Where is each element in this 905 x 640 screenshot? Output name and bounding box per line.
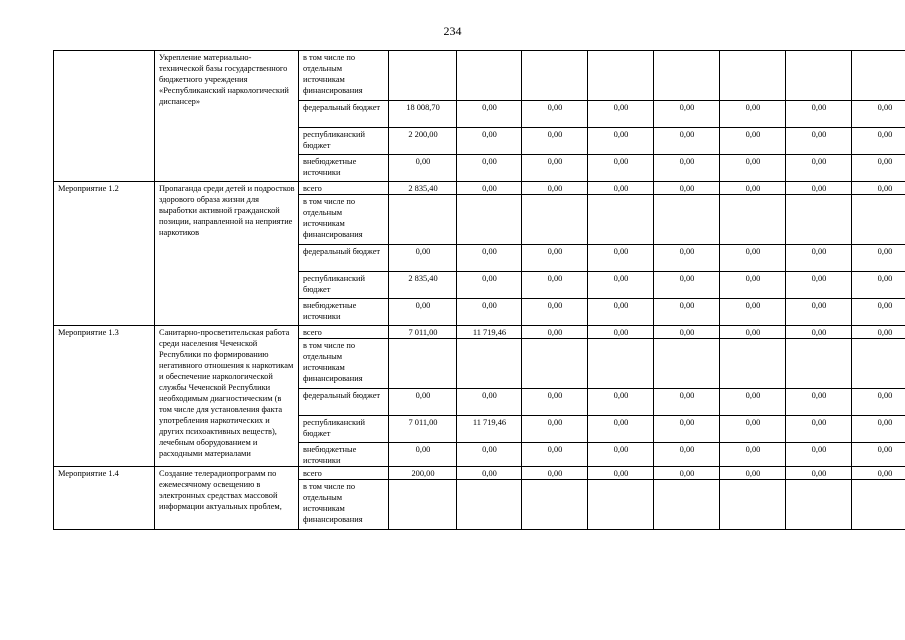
amount-cell: 0,00 (457, 128, 522, 155)
amount-cell: 0,00 (786, 299, 852, 326)
amount-cell: 0,00 (786, 182, 852, 195)
amount-cell (720, 195, 786, 245)
amount-cell: 7 011,00 (389, 326, 457, 339)
amount-cell (389, 480, 457, 530)
amount-cell (389, 51, 457, 101)
amount-cell (852, 51, 905, 101)
amount-cell: 0,00 (852, 416, 905, 443)
table-row (54, 51, 905, 101)
amount-cell: 0,00 (588, 326, 654, 339)
amount-cell: 0,00 (457, 245, 522, 272)
amount-cell: 0,00 (720, 299, 786, 326)
amount-cell: 0,00 (720, 416, 786, 443)
amount-cell: 0,00 (457, 155, 522, 182)
amount-cell: 0,00 (654, 101, 720, 128)
amount-cell: 2 200,00 (389, 128, 457, 155)
funding-source-cell: в том числе по отдельным источникам финансирования (299, 51, 389, 101)
amount-cell: 0,00 (588, 155, 654, 182)
amount-cell: 0,00 (588, 467, 654, 480)
amount-cell: 0,00 (588, 128, 654, 155)
amount-cell: 0,00 (786, 443, 852, 467)
amount-cell (588, 195, 654, 245)
amount-cell: 0,00 (588, 182, 654, 195)
amount-cell: 0,00 (852, 389, 905, 416)
amount-cell: 0,00 (786, 101, 852, 128)
amount-cell (588, 339, 654, 389)
budget-table (53, 50, 905, 530)
funding-source-cell: федеральный бюджет (299, 245, 389, 272)
amount-cell: 0,00 (654, 389, 720, 416)
amount-cell (457, 195, 522, 245)
amount-cell (588, 51, 654, 101)
amount-cell: 0,00 (786, 155, 852, 182)
amount-cell (457, 51, 522, 101)
amount-cell: 0,00 (786, 128, 852, 155)
amount-cell (522, 51, 588, 101)
amount-cell: 0,00 (457, 101, 522, 128)
amount-cell (654, 195, 720, 245)
amount-cell: 0,00 (457, 272, 522, 299)
funding-source-cell: республиканский бюджет (299, 128, 389, 155)
amount-cell (852, 480, 905, 530)
amount-cell: 0,00 (654, 416, 720, 443)
amount-cell: 0,00 (720, 155, 786, 182)
amount-cell: 0,00 (588, 416, 654, 443)
amount-cell (522, 195, 588, 245)
amount-cell (654, 339, 720, 389)
amount-cell: 0,00 (852, 182, 905, 195)
amount-cell: 0,00 (522, 245, 588, 272)
amount-cell: 0,00 (588, 389, 654, 416)
amount-cell (457, 339, 522, 389)
amount-cell: 0,00 (654, 182, 720, 195)
amount-cell: 0,00 (457, 467, 522, 480)
activity-cell (54, 51, 155, 182)
amount-cell: 0,00 (522, 101, 588, 128)
amount-cell: 0,00 (654, 128, 720, 155)
amount-cell: 0,00 (457, 182, 522, 195)
amount-cell: 11 719,46 (457, 326, 522, 339)
funding-source-cell: в том числе по отдельным источникам финансирования (299, 480, 389, 530)
amount-cell: 0,00 (720, 389, 786, 416)
amount-cell: 0,00 (654, 245, 720, 272)
amount-cell: 0,00 (720, 272, 786, 299)
amount-cell: 0,00 (654, 443, 720, 467)
description-cell: Санитарно-просветительская работа среди населения Чеченской Республики по формированию негативного отношения к наркотикам и обеспечение наркологической службы Чеченской Республики необходимым диагностическим (в том числе для установления факта употребления наркотических и других психоактивных веществ), лечебным оборудованием и расходными материалами (155, 326, 299, 467)
amount-cell: 0,00 (588, 245, 654, 272)
description-cell: Укрепление материально-технической базы государственного бюджетного учреждения «Республиканский наркологический диспансер» (155, 51, 299, 182)
funding-source-cell: в том числе по отдельным источникам финансирования (299, 339, 389, 389)
amount-cell: 0,00 (522, 326, 588, 339)
amount-cell: 0,00 (852, 443, 905, 467)
amount-cell: 0,00 (654, 272, 720, 299)
page-number: 234 (443, 24, 462, 38)
amount-cell: 0,00 (852, 299, 905, 326)
amount-cell: 0,00 (852, 101, 905, 128)
amount-cell: 0,00 (457, 443, 522, 467)
amount-cell: 0,00 (389, 155, 457, 182)
amount-cell: 0,00 (654, 326, 720, 339)
amount-cell: 0,00 (522, 467, 588, 480)
amount-cell: 2 835,40 (389, 182, 457, 195)
amount-cell (852, 339, 905, 389)
amount-cell: 7 011,00 (389, 416, 457, 443)
amount-cell: 0,00 (786, 416, 852, 443)
amount-cell: 0,00 (522, 155, 588, 182)
table-row (54, 467, 905, 480)
amount-cell: 0,00 (522, 389, 588, 416)
amount-cell: 18 008,70 (389, 101, 457, 128)
amount-cell (588, 480, 654, 530)
amount-cell: 0,00 (720, 101, 786, 128)
amount-cell: 0,00 (720, 326, 786, 339)
amount-cell: 0,00 (654, 299, 720, 326)
funding-source-cell: республиканский бюджет (299, 416, 389, 443)
amount-cell: 0,00 (852, 128, 905, 155)
amount-cell (457, 480, 522, 530)
amount-cell (522, 339, 588, 389)
table-row (54, 182, 905, 195)
amount-cell: 0,00 (852, 272, 905, 299)
amount-cell: 0,00 (522, 443, 588, 467)
amount-cell (786, 51, 852, 101)
amount-cell: 0,00 (786, 389, 852, 416)
amount-cell: 200,00 (389, 467, 457, 480)
amount-cell: 0,00 (852, 245, 905, 272)
amount-cell: 0,00 (522, 182, 588, 195)
amount-cell: 0,00 (720, 467, 786, 480)
amount-cell: 0,00 (588, 101, 654, 128)
amount-cell: 0,00 (720, 443, 786, 467)
amount-cell: 0,00 (389, 443, 457, 467)
amount-cell (786, 195, 852, 245)
amount-cell: 0,00 (786, 326, 852, 339)
amount-cell: 0,00 (389, 299, 457, 326)
amount-cell (786, 339, 852, 389)
amount-cell: 0,00 (389, 389, 457, 416)
amount-cell: 0,00 (522, 272, 588, 299)
funding-source-cell: внебюджетные источники (299, 299, 389, 326)
amount-cell (389, 339, 457, 389)
amount-cell (852, 195, 905, 245)
amount-cell: 0,00 (852, 467, 905, 480)
amount-cell: 0,00 (720, 182, 786, 195)
description-cell: Создание телерадиопрограмм по ежемесячному освещению в электронных средствах массовой информации актуальных проблем, (155, 467, 299, 530)
funding-source-cell: федеральный бюджет (299, 101, 389, 128)
amount-cell (720, 480, 786, 530)
funding-source-cell: республиканский бюджет (299, 272, 389, 299)
amount-cell: 0,00 (720, 245, 786, 272)
amount-cell (720, 51, 786, 101)
amount-cell: 0,00 (654, 155, 720, 182)
amount-cell (389, 195, 457, 245)
funding-source-cell: всего (299, 467, 389, 480)
amount-cell: 0,00 (786, 245, 852, 272)
amount-cell: 0,00 (852, 326, 905, 339)
amount-cell: 0,00 (588, 443, 654, 467)
table-row (54, 326, 905, 339)
amount-cell: 0,00 (588, 272, 654, 299)
amount-cell: 0,00 (852, 155, 905, 182)
amount-cell: 0,00 (786, 272, 852, 299)
amount-cell: 0,00 (654, 467, 720, 480)
activity-cell: Мероприятие 1.3 (54, 326, 155, 467)
funding-source-cell: внебюджетные источники (299, 155, 389, 182)
description-cell: Пропаганда среди детей и подростков здорового образа жизни для выработки активной гражданской позиции, направленной на неприятие наркотиков (155, 182, 299, 326)
funding-source-cell: федеральный бюджет (299, 389, 389, 416)
amount-cell: 0,00 (522, 128, 588, 155)
funding-source-cell: всего (299, 182, 389, 195)
amount-cell: 0,00 (457, 389, 522, 416)
amount-cell: 0,00 (522, 299, 588, 326)
amount-cell (522, 480, 588, 530)
amount-cell: 0,00 (389, 245, 457, 272)
amount-cell (786, 480, 852, 530)
amount-cell: 0,00 (457, 299, 522, 326)
funding-source-cell: в том числе по отдельным источникам финансирования (299, 195, 389, 245)
activity-cell: Мероприятие 1.2 (54, 182, 155, 326)
amount-cell: 11 719,46 (457, 416, 522, 443)
funding-source-cell: всего (299, 326, 389, 339)
activity-cell: Мероприятие 1.4 (54, 467, 155, 530)
amount-cell (654, 480, 720, 530)
amount-cell: 0,00 (786, 467, 852, 480)
amount-cell: 0,00 (522, 416, 588, 443)
amount-cell: 0,00 (720, 128, 786, 155)
funding-source-cell: внебюджетные источники (299, 443, 389, 467)
amount-cell: 0,00 (588, 299, 654, 326)
amount-cell: 2 835,40 (389, 272, 457, 299)
amount-cell (720, 339, 786, 389)
amount-cell (654, 51, 720, 101)
